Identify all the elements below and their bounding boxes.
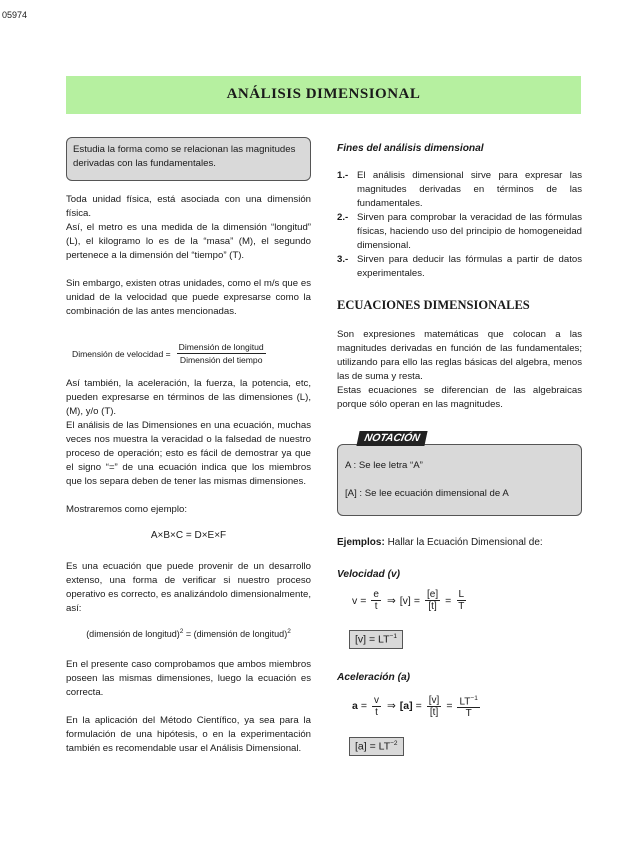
acceleration-equation: a = $\frac{v}{t}$ ⇒ [a] = $\frac{[v]}{[t]}$ = $\frac{LT^{-1}}{T}$ [352,694,478,720]
paragraph-2: Así, el metro es una medida de la dimensión “longitud” (L), el kilogramo lo es de la “masa” (M), el segundo pertenece a la dimensión del “tiempo” (T). [66,222,311,261]
dim-t: [t] [429,706,439,718]
fines-item-number: 3.- [337,254,349,265]
den-T: T [465,708,472,720]
formula-fraction [177,341,266,366]
fines-item-text: Sirven para comprobar la veracidad de las fórmulas físicas, haciendo uso del principio de homogeneidad dimensional. [357,212,582,251]
notation-box [337,444,582,516]
fines-list [337,169,582,281]
fraction-LT-T [457,693,479,719]
velocity-result [349,630,403,649]
fines-item-1 [337,169,582,211]
paragraph-5: El análisis de las Dimensiones en una ecuación, muchas veces nos muestra la veracidad o la falsedad de nuestro proceso de operación; esto es fácil de demostrar ya que el signo “=” de una ecuación indica que los miembros que los separa deben de tener las mismas dimensiones. [66,420,311,487]
var-t: t [374,601,378,612]
paragraph-3: Sin embargo, existen otras unidades, como el m/s que es unidad de la velocidad que puede expresarse como la combinación de las antes mencionadas. [66,278,311,317]
paragraph-7: Es una ecuación que puede provenir de un desarrollo extenso, una forma de verificar si nuestro proceso operativo es correcto, es analizándolo dimensionalmente, así: [66,561,311,614]
fines-heading: Fines del análisis dimensional [337,143,484,154]
intro-box [66,137,311,181]
velocity-dimension-formula [72,341,266,366]
dim-eq-left: (dimensión de longitud) [86,629,180,639]
paragraph-8: En el presente caso comprobamos que ambos miembros poseen las mismas dimensiones, luego la ecuación es correcta. [66,659,311,698]
notation-line-1: A : Se lee letra “A” [345,460,423,471]
dim-L: L [458,589,465,600]
ecuaciones-heading: ECUACIONES DIMENSIONALES [337,298,530,312]
dimension-equation [66,628,311,639]
var-v: v [352,594,358,607]
paragraph-9: En la aplicación del Método Científico, ya sea para la formulación de una hipótesis, o en la experimentación también es recomendable usar el Análisis Dimensional. [66,715,311,754]
num-LT: $LT^{-1}$ [459,695,478,708]
acceleration-result-text: [a] = LT [355,740,391,753]
page-title: ANÁLISIS DIMENSIONAL [226,86,421,102]
notation-line-2: [A] : Se lee ecuación dimensional de A [345,488,509,499]
dim-eq-right: = (dimensión de longitud) [183,629,288,639]
num-exp: −1 [470,695,478,702]
fines-item-2 [337,211,582,253]
fraction-dim-e-t [425,589,440,612]
paragraph-4: Así también, la aceleración, la fuerza, la potencia, etc, pueden expresarse en términos de las dimensiones (L), (M), y/o (T). [66,378,311,417]
formula-label: Dimensión de velocidad = [72,348,171,359]
dim-a: [a] [399,700,413,713]
dim-eq-exp: 2 [179,628,184,635]
dim-t: [t] [428,601,437,612]
dim-eq-exp2: 2 [287,628,291,635]
acceleration-result [349,737,404,756]
ecuaciones-paragraph-2: Estas ecuaciones se diferencian de las algebraicas porque sólo operan en las magnitudes. [337,385,582,410]
velocity-equation: v = $\frac{e}{t}$ ⇒ [v] = $\frac{[e]}{[t]}$ = $\frac{L}{T}$ [352,589,465,612]
velocidad-heading: Velocidad (v) [337,569,401,580]
paragraph-1: Toda unidad física, está asociada con una dimensión física. [66,194,311,219]
dim-v: [v] [399,594,411,607]
var-t: t [375,706,378,718]
acceleration-result-exp: −2 [390,740,398,747]
formula-numerator: Dimensión de longitud [178,342,264,352]
fines-item-number: 1.- [337,170,349,181]
example-equation: A×B×C = D×E×F [150,530,227,541]
fines-item-number: 2.- [337,212,349,223]
var-e: e [373,589,379,600]
fines-item-3 [337,253,582,281]
dim-T: T [458,601,465,612]
dim-e: [e] [427,589,439,600]
aceleracion-heading: Aceleración (a) [337,672,411,683]
paragraph-6: Mostraremos como ejemplo: [66,504,188,515]
ejemplos-label: Ejemplos: [337,537,385,548]
notation-tab: NOTACIÓN [356,431,427,446]
page-number: 05974 [2,10,28,20]
intro-text: Estudia la forma como se relacionan las magnitudes derivadas con las fundamentales. [73,144,296,169]
fraction-e-t [371,589,381,612]
formula-denominator: Dimensión del tiempo [179,355,263,365]
fraction-v-t [372,695,381,718]
ecuaciones-paragraph-1: Son expresiones matemáticas que colocan a las magnitudes derivadas en función de las fundamentales; utilizando para ello las reglas básicas del algebra, menos las de suma y resta. [337,329,582,382]
var-v: v [373,694,379,706]
ejemplos-text: Hallar la Ecuación Dimensional de: [384,537,543,548]
velocity-result-exp: −1 [389,633,397,640]
dim-v: [v] [428,694,440,706]
fines-item-text: El análisis dimensional sirve para expresar las magnitudes derivadas en términos de las fundamentales. [357,170,582,209]
ejemplos-line [337,537,543,548]
fraction-dim-v-t [427,695,442,718]
var-a: a [352,700,358,713]
fines-item-text: Sirven para deducir las fórmulas a partir de datos experimentales. [357,254,582,279]
velocity-result-text: [v] = LT [355,633,390,646]
fraction-L-T [456,589,466,612]
